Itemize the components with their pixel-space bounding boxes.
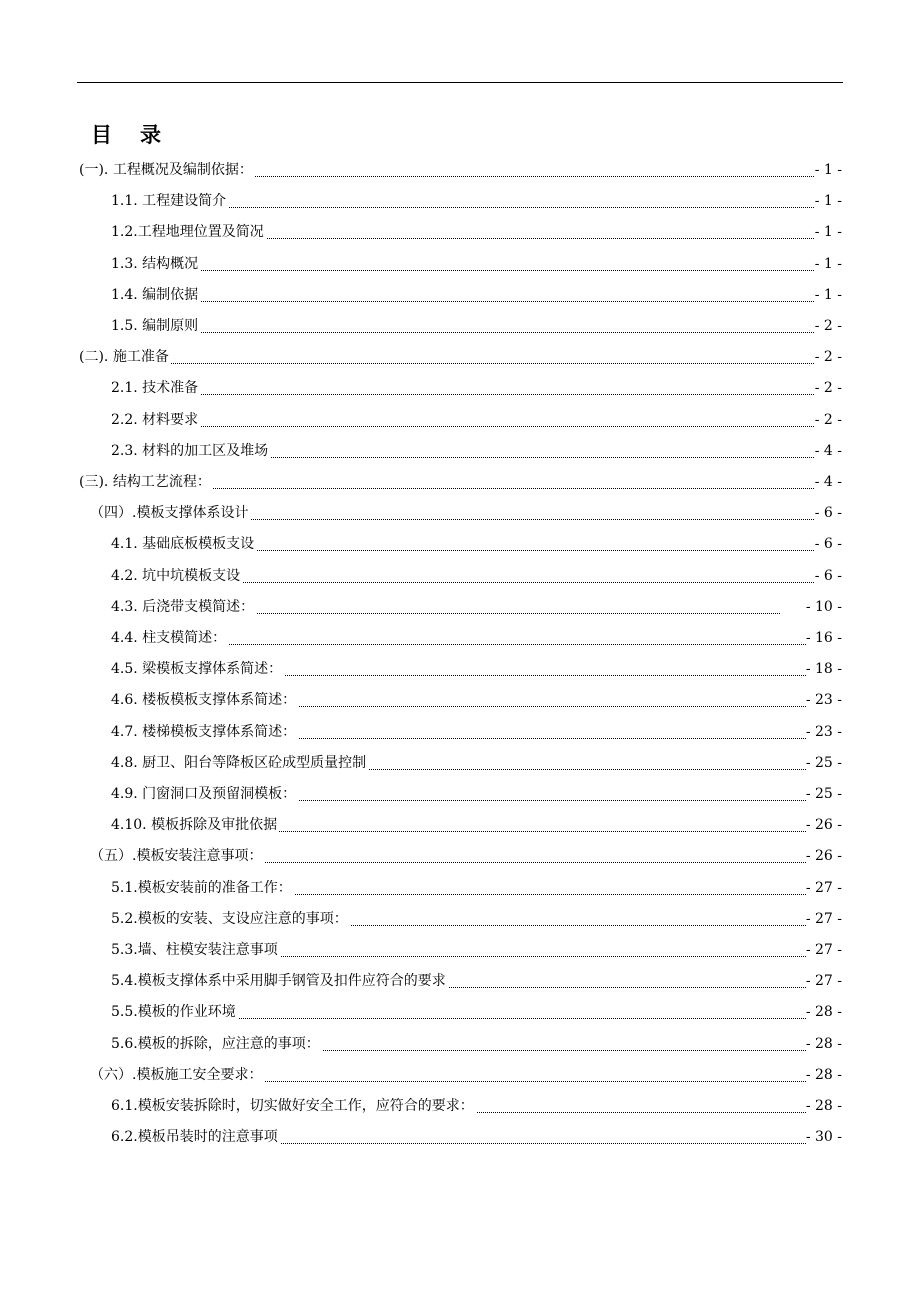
toc-entry-page: - 23 - xyxy=(806,685,842,716)
toc-entry-text: 5.3.墙、柱模安装注意事项 xyxy=(111,935,280,966)
toc-entry-page: - 27 - xyxy=(806,966,842,997)
toc-entry-text: 4.6. 楼板模板支撑体系简述： xyxy=(111,685,298,716)
toc-entry[interactable] xyxy=(111,748,842,779)
toc-entry[interactable] xyxy=(111,1029,842,1060)
toc-entry[interactable] xyxy=(111,717,842,748)
toc-entry[interactable] xyxy=(111,561,842,592)
toc-entry-text: 4.7. 楼梯模板支撑体系简述： xyxy=(111,717,298,748)
toc-entry[interactable] xyxy=(111,592,842,623)
toc-entry-page: - 28 - xyxy=(806,1060,842,1091)
toc-entry-text: 4.3. 后浇带支模简述： xyxy=(111,592,256,623)
toc-entry-text: 1.2.工程地理位置及简况 xyxy=(111,217,266,248)
toc-entry[interactable] xyxy=(111,1091,842,1122)
toc-entry[interactable] xyxy=(111,186,842,217)
toc-entry-text: 1.5. 编制原则 xyxy=(111,311,200,342)
toc-entry-text: 5.1.模板安装前的准备工作： xyxy=(111,873,294,904)
toc-entry-text: (一). 工程概况及编制依据： xyxy=(79,155,255,186)
toc-entry-page: - 28 - xyxy=(806,1091,842,1122)
toc-entry-text: (三). 结构工艺流程： xyxy=(79,467,213,498)
toc-leader-dots xyxy=(111,332,816,333)
toc-leader-dots xyxy=(111,426,816,427)
toc-entry[interactable] xyxy=(90,498,842,529)
toc-entry[interactable] xyxy=(111,529,842,560)
toc-entry-text: 4.10. 模板拆除及审批依据 xyxy=(111,810,279,841)
toc-entry-page: - 2 - xyxy=(815,342,842,373)
toc-entry-page: - 1 - xyxy=(815,217,842,248)
toc-entry-text: 5.2.模板的安装、支设应注意的事项： xyxy=(111,904,350,935)
toc-entry[interactable] xyxy=(111,997,842,1028)
toc-entry-page: - 26 - xyxy=(806,810,842,841)
toc-entry-text: (二). 施工准备 xyxy=(79,342,171,373)
toc-entry[interactable] xyxy=(111,280,842,311)
toc-entry-text: 2.3. 材料的加工区及堆场 xyxy=(111,436,270,467)
toc-entry-text: 5.6.模板的拆除，应注意的事项： xyxy=(111,1029,322,1060)
toc-entry[interactable] xyxy=(111,685,842,716)
toc-entry-page: - 27 - xyxy=(806,873,842,904)
toc-entry-page: - 6 - xyxy=(815,498,842,529)
toc-entry-page: - 4 - xyxy=(815,467,842,498)
toc-entry-text: 6.2.模板吊装时的注意事项 xyxy=(111,1122,280,1153)
toc-entry[interactable] xyxy=(111,373,842,404)
toc-entry-text: 4.5. 梁模板支撑体系简述： xyxy=(111,654,284,685)
toc-entry[interactable] xyxy=(90,1060,842,1091)
toc-entry-text: 2.1. 技术准备 xyxy=(111,373,200,404)
toc-entry-text: 1.1. 工程建设简介 xyxy=(111,186,228,217)
header-rule xyxy=(77,82,843,83)
toc-entry[interactable] xyxy=(111,436,842,467)
toc-leader-dots xyxy=(111,270,816,271)
toc-entry-page: - 25 - xyxy=(806,779,842,810)
toc-entry-page: - 30 - xyxy=(806,1122,842,1153)
toc-entry-page: - 23 - xyxy=(806,717,842,748)
toc-entry[interactable] xyxy=(79,155,842,186)
toc-entry[interactable] xyxy=(111,1122,842,1153)
toc-leader-dots xyxy=(79,363,816,364)
toc-entry[interactable] xyxy=(79,342,842,373)
toc-entry-page: - 1 - xyxy=(815,155,842,186)
toc-entry-page: - 28 - xyxy=(806,1029,842,1060)
toc-entry[interactable] xyxy=(111,904,842,935)
toc-entry[interactable] xyxy=(90,841,842,872)
toc-entry-page: - 27 - xyxy=(806,904,842,935)
toc-entry[interactable] xyxy=(79,467,842,498)
toc-entry-text: （五）.模板安装注意事项： xyxy=(90,841,264,872)
toc-entry-page: - 1 - xyxy=(815,249,842,280)
toc-entry[interactable] xyxy=(111,217,842,248)
toc-entry-page: - 2 - xyxy=(815,405,842,436)
toc-leader-dots xyxy=(111,394,816,395)
toc-entry-page: - 16 - xyxy=(806,623,842,654)
toc-entry-text: 4.4. 柱支模简述： xyxy=(111,623,228,654)
toc-entry-text: 5.5.模板的作业环境 xyxy=(111,997,238,1028)
toc-entry-page: - 10 - xyxy=(806,592,842,623)
toc-entry-text: 1.3. 结构概况 xyxy=(111,249,200,280)
toc-entry-text: 4.1. 基础底板模板支设 xyxy=(111,529,256,560)
toc-entry-text: 2.2. 材料要求 xyxy=(111,405,200,436)
toc-entry-text: 1.4. 编制依据 xyxy=(111,280,200,311)
toc-entry-text: 4.2. 坑中坑模板支设 xyxy=(111,561,242,592)
toc-entry-text: （四）.模板支撑体系设计 xyxy=(90,498,250,529)
toc-entry[interactable] xyxy=(111,779,842,810)
toc-entry-text: （六）.模板施工安全要求： xyxy=(90,1060,264,1091)
toc-entry[interactable] xyxy=(111,810,842,841)
toc-entry-text: 6.1.模板安装拆除时，切实做好安全工作，应符合的要求： xyxy=(111,1091,476,1122)
toc-entry-page: - 1 - xyxy=(815,186,842,217)
toc-entry[interactable] xyxy=(111,311,842,342)
toc-entry[interactable] xyxy=(111,966,842,997)
toc-entry-page: - 2 - xyxy=(815,373,842,404)
toc-entry[interactable] xyxy=(111,405,842,436)
toc-entry-page: - 28 - xyxy=(806,997,842,1028)
toc-title: 目录 xyxy=(91,122,189,147)
toc-entry-text: 4.8. 厨卫、阳台等降板区砼成型质量控制 xyxy=(111,748,368,779)
toc-entry-text: 4.9. 门窗洞口及预留洞模板： xyxy=(111,779,298,810)
toc-entry-page: - 26 - xyxy=(806,841,842,872)
toc-entry[interactable] xyxy=(111,249,842,280)
toc-entry-page: - 25 - xyxy=(806,748,842,779)
toc-entry-page: - 1 - xyxy=(815,280,842,311)
toc-entry-text: 5.4.模板支撑体系中采用脚手钢管及扣件应符合的要求 xyxy=(111,966,448,997)
toc-entry[interactable] xyxy=(111,935,842,966)
toc-entry[interactable] xyxy=(111,623,842,654)
toc-entry-page: - 6 - xyxy=(815,561,842,592)
toc-entry-page: - 2 - xyxy=(815,311,842,342)
toc-leader-dots xyxy=(111,301,816,302)
toc-entry-page: - 27 - xyxy=(806,935,842,966)
toc-entry[interactable] xyxy=(111,654,842,685)
toc-entry-page: - 6 - xyxy=(815,529,842,560)
toc-entry-page: - 18 - xyxy=(806,654,842,685)
toc-entry[interactable] xyxy=(111,873,842,904)
toc-entry-page: - 4 - xyxy=(815,436,842,467)
